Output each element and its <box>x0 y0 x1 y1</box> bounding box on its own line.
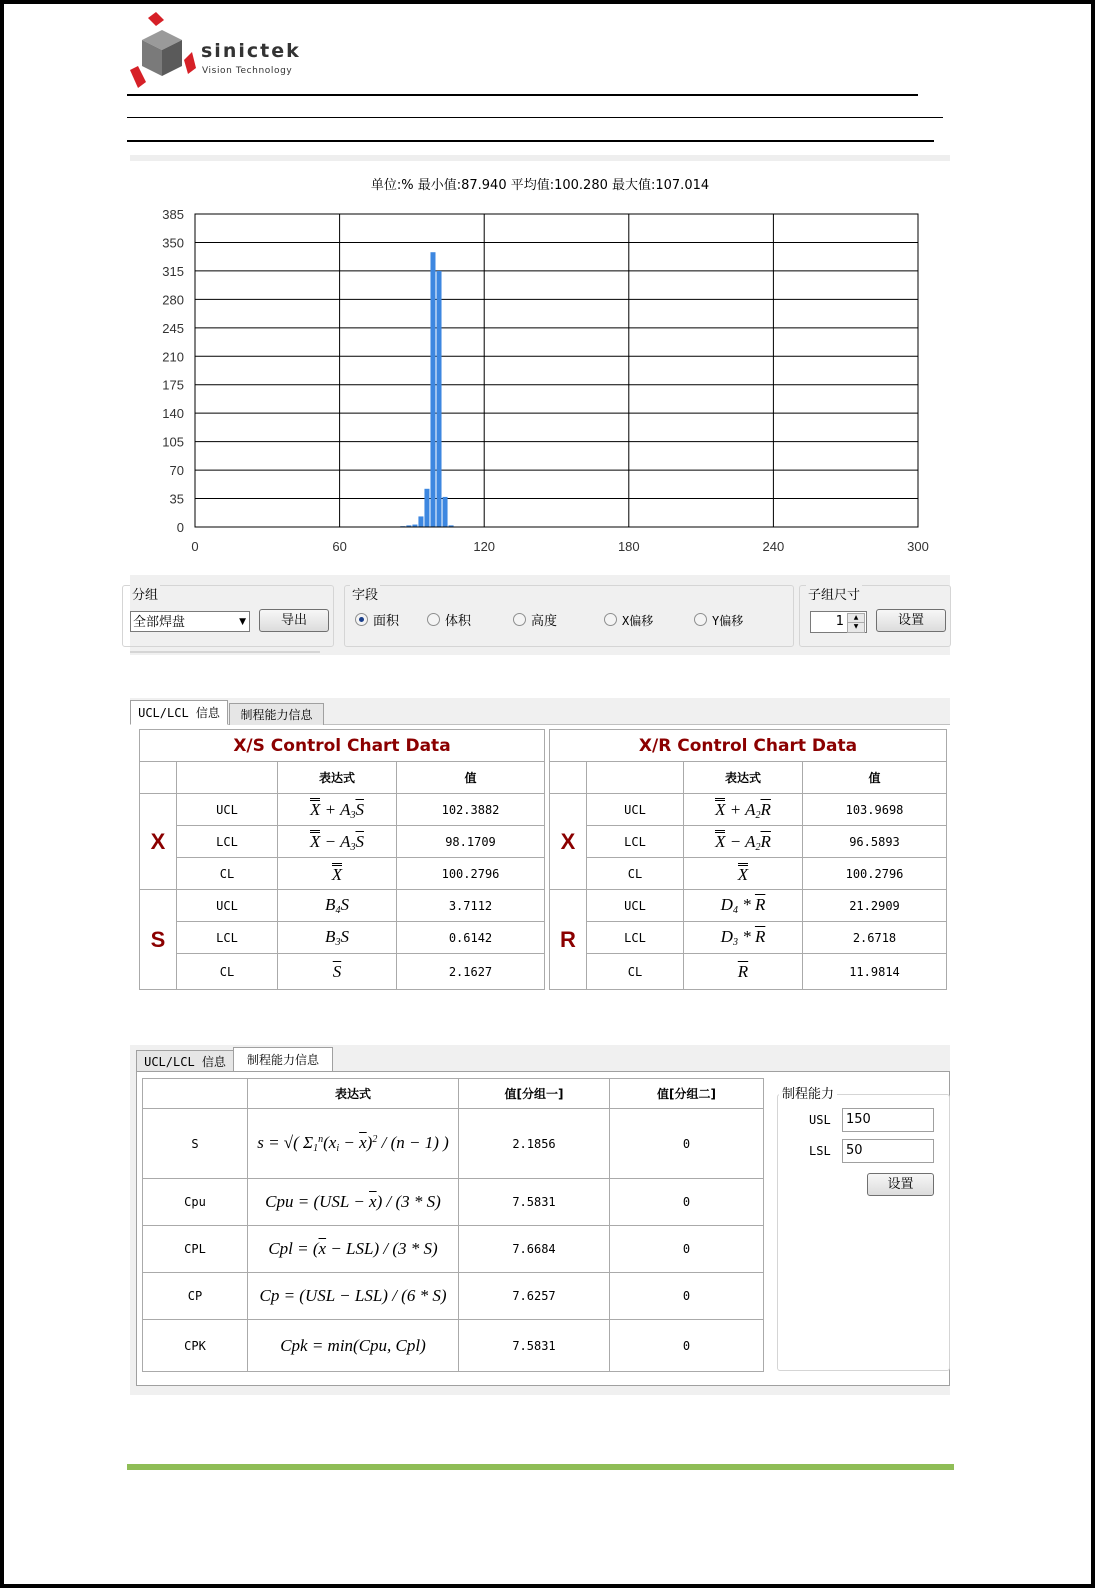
y-tick-label: 0 <box>176 520 184 535</box>
group-select-value: 全部焊盘 <box>133 615 186 630</box>
row-name: CP <box>143 1273 248 1320</box>
col-value: 值 <box>397 762 545 794</box>
row-name: UCL <box>587 794 684 826</box>
row-g2: 0 <box>610 1109 764 1179</box>
radio-dot-icon <box>694 613 707 626</box>
y-tick-label: 245 <box>162 320 184 336</box>
row-name: CL <box>177 858 278 890</box>
header-rule-1 <box>127 94 918 96</box>
row-value: 11.9814 <box>803 954 947 990</box>
histogram-bar <box>443 497 448 527</box>
radio-x-offset[interactable] <box>604 613 653 629</box>
chart-svg <box>130 155 950 570</box>
row-value: 100.2796 <box>397 858 545 890</box>
row-g1: 2.1856 <box>459 1109 610 1179</box>
radio-area-label: 面积 <box>373 614 400 629</box>
ucl-tabbar <box>130 698 950 725</box>
export-button[interactable]: 导出 <box>259 609 329 632</box>
control-panel <box>130 575 950 655</box>
row-name: Cpu <box>143 1179 248 1226</box>
histogram-bar <box>437 271 442 527</box>
x-tick-label: 240 <box>762 539 785 554</box>
row-value: 98.1709 <box>397 826 545 858</box>
col-group-2: 值[分组二] <box>610 1079 764 1109</box>
subgroup-set-button[interactable]: 设置 <box>876 609 946 632</box>
row-value: 21.2909 <box>803 890 947 922</box>
row-name: S <box>143 1109 248 1179</box>
radio-dot-icon <box>513 613 526 626</box>
x-tick-label: 180 <box>617 539 640 554</box>
formula-cell: X <box>684 858 803 890</box>
y-tick-label: 385 <box>162 207 184 222</box>
row-g2: 0 <box>610 1320 764 1372</box>
formula-cell: $X + A_3\overline{S}$ <box>278 794 397 826</box>
row-name: LCL <box>587 922 684 954</box>
row-value: 100.2796 <box>803 858 947 890</box>
formula-cell: $B_4S$ <box>278 890 397 922</box>
capability-panel <box>130 1045 950 1395</box>
xr-control-table <box>549 729 947 990</box>
histogram-bar <box>430 252 435 527</box>
formula-cell: Cpu = $(USL - \overline{x}) / (3 * S)$ <box>248 1179 459 1226</box>
usl-input[interactable]: 150 <box>842 1108 934 1132</box>
row-name: LCL <box>177 922 278 954</box>
brand-name: sinictek <box>201 40 301 62</box>
col-expression: 表达式 <box>684 762 803 794</box>
y-tick-label: 315 <box>162 263 184 279</box>
row-name: CL <box>177 954 278 990</box>
x-letter: X <box>550 794 587 890</box>
spin-up-icon[interactable]: ▲ <box>847 613 865 624</box>
row-value: 3.7112 <box>397 890 545 922</box>
xs-control-table <box>139 729 545 990</box>
x-tick-label: 60 <box>332 539 347 554</box>
brand-tagline: Vision Technology <box>202 66 293 76</box>
field-label: 字段 <box>350 584 380 603</box>
row-value: 103.9698 <box>803 794 947 826</box>
formula-cell: $X - A_3\overline{S}$ <box>278 826 397 858</box>
y-tick-label: 175 <box>162 377 184 393</box>
row-value: 0.6142 <box>397 922 545 954</box>
radio-height-label: 高度 <box>531 614 558 629</box>
spin-down-icon[interactable]: ▼ <box>847 622 865 633</box>
corner-cell <box>550 762 587 794</box>
y-tick-label: 350 <box>162 235 184 251</box>
x-tick-label: 300 <box>907 539 929 554</box>
dropdown-arrow-icon: ▼ <box>239 617 246 627</box>
formula-cell: $D_4 * \overline{R}$ <box>684 890 803 922</box>
radio-volume[interactable] <box>427 613 471 629</box>
lsl-label: LSL <box>809 1144 831 1158</box>
y-tick-label: 140 <box>162 406 184 422</box>
group-label: 分组 <box>130 584 160 603</box>
capability-table <box>142 1078 764 1372</box>
radio-y-offset-label: Y偏移 <box>712 614 744 628</box>
y-tick-label: 105 <box>162 434 184 450</box>
histogram-bar <box>424 489 429 527</box>
chart-title: 单位:% 最小值:87.940 平均值:100.280 最大值:107.014 <box>370 178 710 193</box>
row-g1: 7.6257 <box>459 1273 610 1320</box>
radio-dot-icon <box>355 613 368 626</box>
row-name: UCL <box>177 890 278 922</box>
row-name: LCL <box>177 826 278 858</box>
formula-cell: $\overline{S}$ <box>278 954 397 990</box>
x-tick-label: 0 <box>191 539 199 554</box>
row-g2: 0 <box>610 1273 764 1320</box>
row-value: 2.6718 <box>803 922 947 954</box>
y-tick-label: 70 <box>169 463 184 479</box>
row-g2: 0 <box>610 1179 764 1226</box>
row-g2: 0 <box>610 1226 764 1273</box>
row-name: CPL <box>143 1226 248 1273</box>
capability-title: 制程能力 <box>779 1083 837 1102</box>
corner-cell <box>177 762 278 794</box>
xs-table-title: X/S Control Chart Data <box>140 730 545 762</box>
radio-dot-icon <box>427 613 440 626</box>
capability-box <box>777 1094 950 1371</box>
radio-y-offset[interactable] <box>694 613 743 629</box>
subgroup-size-value: 1 <box>835 614 844 629</box>
row-g1: 7.5831 <box>459 1179 610 1226</box>
formula-cell: $X - A_2\overline{R}$ <box>684 826 803 858</box>
formula-cell: s = √( $\Sigma_1^n(x_i - \overline{x})^2 / (n - 1)$ ) <box>248 1109 459 1179</box>
r-letter: R <box>550 890 587 990</box>
footer-rule <box>127 1464 954 1470</box>
row-name: CL <box>587 954 684 990</box>
row-name: LCL <box>587 826 684 858</box>
x-tick-label: 120 <box>473 539 496 554</box>
y-tick-label: 35 <box>169 491 184 507</box>
formula-cell: X <box>278 858 397 890</box>
x-letter: X <box>140 794 177 890</box>
row-value: 96.5893 <box>803 826 947 858</box>
row-name: CL <box>587 858 684 890</box>
row-value: 102.3882 <box>397 794 545 826</box>
group-select[interactable] <box>130 611 250 632</box>
formula-cell: $D_3 * \overline{R}$ <box>684 922 803 954</box>
col-expression: 表达式 <box>278 762 397 794</box>
formula-cell: $X + A_2\overline{R}$ <box>684 794 803 826</box>
histogram-bar <box>418 516 423 527</box>
tab-ucl-lcl[interactable]: UCL/LCL 信息 <box>136 1050 234 1072</box>
lsl-input[interactable]: 50 <box>842 1139 934 1163</box>
row-g1: 7.6684 <box>459 1226 610 1273</box>
col-group-1: 值[分组一] <box>459 1079 610 1109</box>
corner-cell <box>140 762 177 794</box>
tab-capability[interactable]: 制程能力信息 <box>233 1047 333 1072</box>
capability-tabbar <box>136 1045 948 1072</box>
row-name: UCL <box>177 794 278 826</box>
header-rule-3 <box>127 140 934 142</box>
s-letter: S <box>140 890 177 990</box>
tab-ucl-lcl[interactable]: UCL/LCL 信息 <box>130 700 228 725</box>
corner-cell <box>587 762 684 794</box>
formula-cell: Cp = (USL − LSL) / (6 * S) <box>248 1273 459 1320</box>
y-tick-label: 280 <box>162 292 184 308</box>
col-value: 值 <box>803 762 947 794</box>
row-value: 2.1627 <box>397 954 545 990</box>
capability-set-button[interactable]: 设置 <box>867 1173 934 1196</box>
xr-table-title: X/R Control Chart Data <box>550 730 947 762</box>
corner-cell <box>143 1079 248 1109</box>
row-g1: 7.5831 <box>459 1320 610 1372</box>
header-rule-2 <box>127 117 943 118</box>
col-expression: 表达式 <box>248 1079 459 1109</box>
formula-cell: Cpk = min(Cpu, Cpl) <box>248 1320 459 1372</box>
radio-height[interactable] <box>513 613 557 629</box>
company-logo <box>128 10 308 90</box>
formula-cell: $\overline{R}$ <box>684 954 803 990</box>
usl-label: USL <box>809 1113 831 1127</box>
subgroup-label: 子组尺寸 <box>806 584 862 603</box>
tab-capability[interactable]: 制程能力信息 <box>229 703 324 725</box>
radio-dot-icon <box>604 613 617 626</box>
radio-area[interactable] <box>355 613 399 629</box>
panel-scroll-edge <box>130 651 320 653</box>
formula-cell: $B_3S$ <box>278 922 397 954</box>
plot-border <box>195 214 918 527</box>
subgroup-size-stepper[interactable] <box>810 611 867 633</box>
radio-volume-label: 体积 <box>445 614 472 629</box>
histogram-chart <box>130 155 950 570</box>
formula-cell: Cpl = $(\overline{x} - LSL) / (3 * S)$ <box>248 1226 459 1273</box>
logo-cube-icon <box>128 10 203 90</box>
capability-content <box>136 1071 950 1386</box>
radio-x-offset-label: X偏移 <box>622 614 654 628</box>
y-tick-label: 210 <box>162 349 184 365</box>
row-name: UCL <box>587 890 684 922</box>
row-name: CPK <box>143 1320 248 1372</box>
